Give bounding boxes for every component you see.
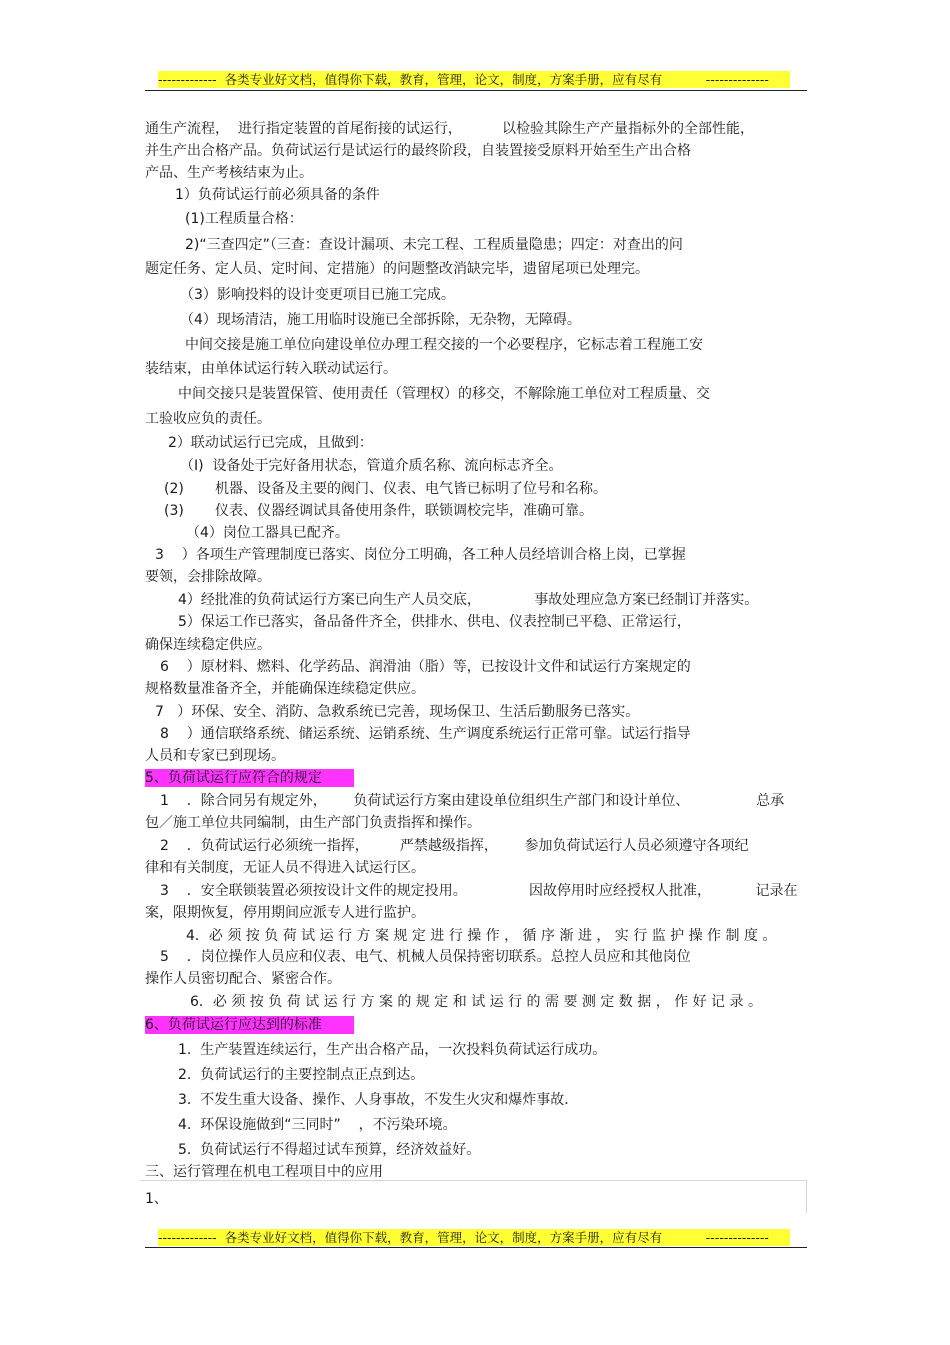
text-line: 人员和专家已到现场。 xyxy=(145,748,285,764)
text-line: 工验收应负的责任。 xyxy=(145,411,271,427)
text-line: 规格数量准备齐全，并能确保连续稳定供应。 xyxy=(145,681,425,697)
header-banner: ------------- 各类专业好文档，值得你下载，教育，管理，论文，制度，方案手册，应有尽有 -------------- xyxy=(158,71,790,88)
section-heading-5: 5、负荷试运行应符合的规定 xyxy=(145,769,354,787)
text-line: 7 ）环保、安全、消防、急救系统已完善，现场保卫、生活后勤服务已落实。 xyxy=(155,704,640,720)
text-line: 2 ．负荷试运行必须统一指挥， 严禁越级指挥， 参加负荷试运行人员必须遵守各项纪 xyxy=(160,838,749,854)
text-line: 4．必 须 按 负 荷 试 运 行 方 案 规 定 进 行 操 作 ， 循 序 渐 进 ， 实 行 监 护 操 作 制 度 。 xyxy=(186,928,777,944)
text-line: 4）经批准的负荷试运行方案已向生产人员交底， 事故处理应急方案已经制订并落实。 xyxy=(178,592,759,608)
text-line: （4）岗位工器具已配齐。 xyxy=(186,525,349,541)
text-line: 律和有关制度，无证人员不得进入试运行区。 xyxy=(145,860,425,876)
footer-banner: ------------- 各类专业好文档，值得你下载，教育，管理，论文，制度，方案手册，应有尽有 -------------- xyxy=(158,1229,790,1246)
text-line: 5）保运工作已落实，备品备件齐全，供排水、供电、仪表控制已平稳、正常运行， xyxy=(178,614,691,630)
text-line: 并生产出合格产品。负荷试运行是试运行的最终阶段，自装置接受原料开始至生产出合格 xyxy=(145,143,691,159)
text-line: 1）负荷试运行前必须具备的条件 xyxy=(175,187,380,203)
text-line: 6 ）原材料、燃料、化学药品、润滑油（脂）等，已按设计文件和试运行方案规定的 xyxy=(160,659,691,675)
text-line: 中间交接只是装置保管、使用责任（管理权）的移交，不解除施工单位对工程质量、交 xyxy=(178,386,710,402)
text-line: 3 ．安全联锁装置必须按设计文件的规定投用。 因故停用时应经授权人批准， 记录在 xyxy=(160,883,798,899)
text-line: （4）现场清洁，施工用临时设施已全部拆除，无杂物，无障碍。 xyxy=(180,312,581,328)
text-line: （3）影响投料的设计变更项目已施工完成。 xyxy=(180,287,455,303)
text-line: 2）联动试运行已完成，且做到： xyxy=(168,435,373,451)
text-line: (1)工程质量合格： xyxy=(185,211,303,227)
text-line: 2)“三查四定”（三查：查设计漏项、未完工程、工程质量隐患；四定：对查出的问 xyxy=(185,237,683,253)
text-line: 包／施工单位共同编制，由生产部门负责指挥和操作。 xyxy=(145,815,481,831)
text-line: 1、 xyxy=(145,1191,168,1207)
text-line: (3) 仪表、仪器经调试具备使用条件，联锁调校完毕，准确可靠。 xyxy=(164,503,593,519)
text-line: 确保连续稳定供应。 xyxy=(145,637,271,653)
text-line: 通生产流程， 进行指定装置的首尾衔接的试运行， 以检验其除生产产量指标外的全部性能， xyxy=(145,121,754,137)
text-line: 1 ．除合同另有规定外， 负荷试运行方案由建设单位组织生产部门和设计单位、 总承 xyxy=(160,793,785,809)
section-heading-3: 三、运行管理在机电工程项目中的应用 xyxy=(145,1164,383,1180)
text-line: 5 ．岗位操作人员应和仪表、电气、机械人员保持密切联系。总控人员应和其他岗位 xyxy=(160,949,691,965)
text-line: (2) 机器、设备及主要的阀门、仪表、电气皆已标明了位号和名称。 xyxy=(164,481,607,497)
text-line: 装结束，由单体试运行转入联动试运行。 xyxy=(145,361,397,377)
text-line: 题定任务、定人员、定时间、定措施）的问题整改消缺完毕，遗留尾项已处理完。 xyxy=(145,261,649,277)
footer-rule xyxy=(145,1247,807,1248)
table-frame xyxy=(140,1180,807,1213)
section-heading-6: 6、负荷试运行应达到的标准 xyxy=(145,1016,354,1034)
header-rule xyxy=(145,90,807,91)
text-line: 案，限期恢复，停用期间应派专人进行监护。 xyxy=(145,905,425,921)
text-line: 要领，会排除故障。 xyxy=(145,569,271,585)
text-line: 中间交接是施工单位向建设单位办理工程交接的一个必要程序，它标志着工程施工安 xyxy=(185,337,703,353)
text-line: 产品、生产考核结束为止。 xyxy=(145,165,313,181)
list-item: 2. 负荷试运行的主要控制点正点到达。 xyxy=(178,1067,425,1083)
text-line: 3 ）各项生产管理制度已落实、岗位分工明确，各工种人员经培训合格上岗，已掌握 xyxy=(155,547,686,563)
list-item: 3. 不发生重大设备、操作、人身事故，不发生火灾和爆炸事故. xyxy=(178,1092,569,1108)
list-item: 5. 负荷试运行不得超过试车预算，经济效益好。 xyxy=(178,1142,481,1158)
text-line: 8 ）通信联络系统、储运系统、运销系统、生产调度系统运行正常可靠。试运行指导 xyxy=(160,726,691,742)
list-item: 4. 环保设施做到“三同时” ，不污染环境。 xyxy=(178,1117,457,1133)
text-line: （I) 设备处于完好备用状态，管道介质名称、流向标志齐全。 xyxy=(180,458,563,474)
text-line: 6．必 须 按 负 荷 试 运 行 方 案 的 规 定 和 试 运 行 的 需 要 测 定 数 据 ， 作 好 记 录 。 xyxy=(190,994,762,1010)
list-item: 1. 生产装置连续运行，生产出合格产品，一次投料负荷试运行成功。 xyxy=(178,1042,607,1058)
text-line: 操作人员密切配合、紧密合作。 xyxy=(145,971,341,987)
